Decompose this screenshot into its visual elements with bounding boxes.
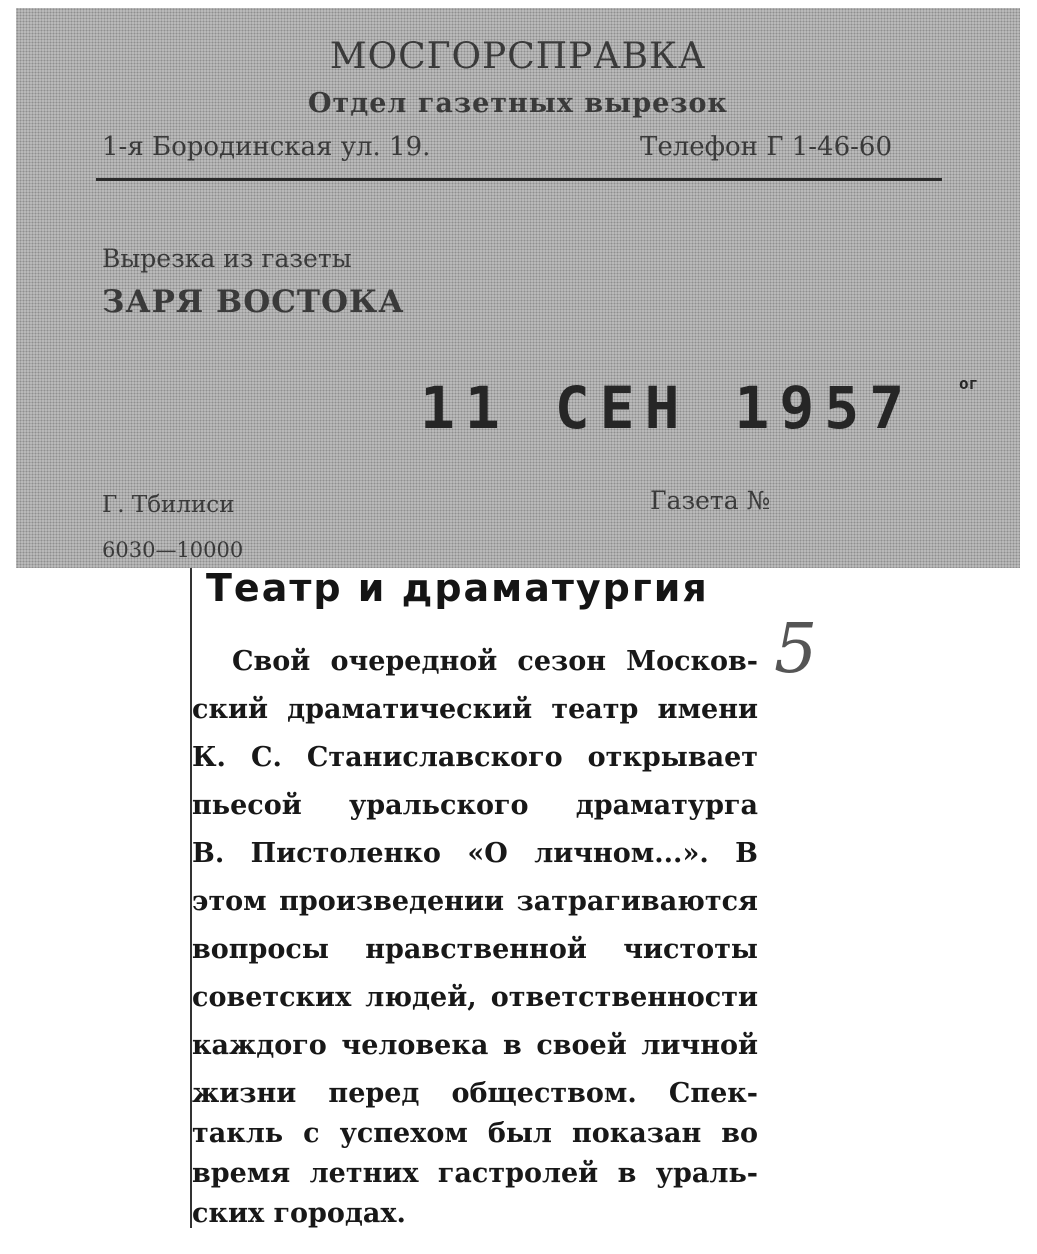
article-headline: Театр и драматургия: [206, 566, 709, 610]
article-line: Свой очередной сезон Москов-: [232, 646, 758, 677]
clipping-from-label: Вырезка из газеты: [102, 244, 352, 273]
article-line: время летних гастролей в ураль-: [192, 1158, 758, 1189]
article-line: В. Пистоленко «О личном...». В: [192, 838, 758, 869]
date-stamp: [420, 374, 978, 442]
article-line: этом произведении затрагиваются: [192, 886, 758, 917]
organization-name: МОСГОРСПРАВКА: [329, 36, 707, 77]
department-name: Отдел газетных вырезок: [308, 88, 728, 119]
article-line: ских городах.: [192, 1198, 406, 1229]
date-stamp-small: ог: [959, 374, 979, 393]
newspaper-name: ЗАРЯ ВОСТОКА: [102, 284, 405, 320]
newspaper-number-label: Газета №: [650, 486, 771, 515]
clipping-form: [16, 8, 1020, 568]
form-code: 6030—10000: [102, 538, 244, 562]
article-line: такль с успехом был показан во: [192, 1118, 758, 1149]
city-label: Г. Тбилиси: [102, 492, 235, 518]
address: 1-я Бородинская ул. 19.: [102, 132, 431, 162]
newspaper-clipping: [190, 568, 772, 1228]
phone-number: Телефон Г 1-46-60: [640, 132, 892, 162]
header-divider: [96, 178, 942, 181]
article-line: К. С. Станиславского открывает: [192, 742, 758, 773]
article-line: вопросы нравственной чистоты: [192, 934, 758, 965]
article-line: пьесой уральского драматурга: [192, 790, 758, 821]
date-stamp-text: 11 СЕН 1957: [420, 374, 915, 442]
article-line: жизни перед обществом. Спек-: [192, 1078, 758, 1109]
article-line: ский драматический театр имени: [192, 694, 758, 725]
margin-mark: 5: [774, 610, 818, 689]
article-line: каждого человека в своей личной: [192, 1030, 758, 1061]
article-line: советских людей, ответственности: [192, 982, 758, 1013]
